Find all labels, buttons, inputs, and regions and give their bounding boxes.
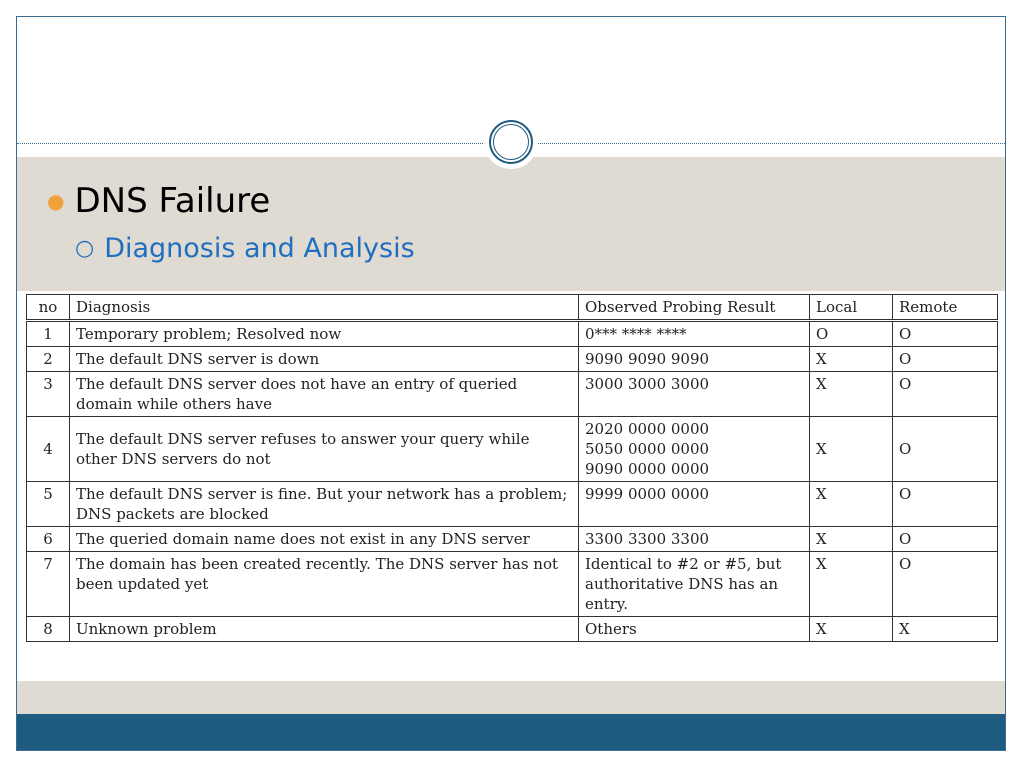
cell-local: X [810, 417, 893, 482]
cell-local: X [810, 527, 893, 552]
cell-local: X [810, 617, 893, 642]
cell-diagnosis: The queried domain name does not exist in any DNS server [70, 527, 579, 552]
cell-diagnosis: The default DNS server does not have an entry of queried domain while others have [70, 372, 579, 417]
cell-diagnosis: Temporary problem; Resolved now [70, 321, 579, 347]
probe-line: 5050 0000 0000 [585, 440, 710, 458]
table-image [17, 291, 1006, 681]
cell-local: X [810, 482, 893, 527]
cell-diagnosis: The default DNS server is fine. But your network has a problem; DNS packets are blocked [70, 482, 579, 527]
cell-diagnosis: The domain has been created recently. The DNS server has not been updated yet [70, 552, 579, 617]
cell-diagnosis: The default DNS server refuses to answer your query while other DNS servers do not [70, 417, 579, 482]
cell-local: X [810, 372, 893, 417]
cell-remote: X [893, 617, 998, 642]
cell-probe-multi [579, 417, 810, 482]
sub-bullet-text: Diagnosis and Analysis [104, 233, 415, 264]
probe-line: 9090 0000 0000 [585, 460, 710, 478]
cell-probe: Others [579, 617, 810, 642]
cell-no: 2 [27, 347, 70, 372]
table-row [27, 321, 998, 347]
cell-no: 7 [27, 552, 70, 617]
cell-no: 1 [27, 321, 70, 347]
header-remote: Remote [893, 295, 998, 321]
table-row [27, 527, 998, 552]
table-row [27, 417, 998, 482]
cell-probe: 3000 3000 3000 [579, 372, 810, 417]
bullet-level-2 [75, 233, 415, 264]
header-local: Local [810, 295, 893, 321]
cell-remote: O [893, 482, 998, 527]
table-row [27, 372, 998, 417]
cell-probe: 9090 9090 9090 [579, 347, 810, 372]
cell-diagnosis: Unknown problem [70, 617, 579, 642]
ornament-ring-inner [493, 124, 529, 160]
bullet-circle-icon: ○ [75, 235, 95, 261]
cell-remote: O [893, 372, 998, 417]
cell-no: 6 [27, 527, 70, 552]
cell-remote: O [893, 417, 998, 482]
table-row [27, 482, 998, 527]
cell-no: 3 [27, 372, 70, 417]
slide [16, 16, 1006, 751]
table-row [27, 347, 998, 372]
cell-probe: Identical to #2 or #5, but authoritative DNS has an entry. [579, 552, 810, 617]
cell-local: X [810, 552, 893, 617]
table-row [27, 617, 998, 642]
bullet-title: DNS Failure [74, 181, 271, 221]
cell-probe: 0*** **** **** [579, 321, 810, 347]
table-header-row [27, 295, 998, 321]
header-probing-result: Observed Probing Result [579, 295, 810, 321]
probe-line: 2020 0000 0000 [585, 420, 710, 438]
cell-probe: 9999 0000 0000 [579, 482, 810, 527]
table-row [27, 552, 998, 617]
cell-remote: O [893, 552, 998, 617]
header-no: no [27, 295, 70, 321]
cell-no: 4 [27, 417, 70, 482]
bullet-dot-icon: ● [47, 189, 65, 213]
cell-remote: O [893, 347, 998, 372]
diagnosis-table [26, 294, 998, 642]
cell-local: X [810, 347, 893, 372]
cell-no: 8 [27, 617, 70, 642]
footer-bar [17, 714, 1005, 750]
bullet-level-1 [47, 181, 270, 221]
cell-probe: 3300 3300 3300 [579, 527, 810, 552]
cell-local: O [810, 321, 893, 347]
cell-diagnosis: The default DNS server is down [70, 347, 579, 372]
cell-remote: O [893, 527, 998, 552]
header-diagnosis: Diagnosis [70, 295, 579, 321]
cell-remote: O [893, 321, 998, 347]
cell-no: 5 [27, 482, 70, 527]
